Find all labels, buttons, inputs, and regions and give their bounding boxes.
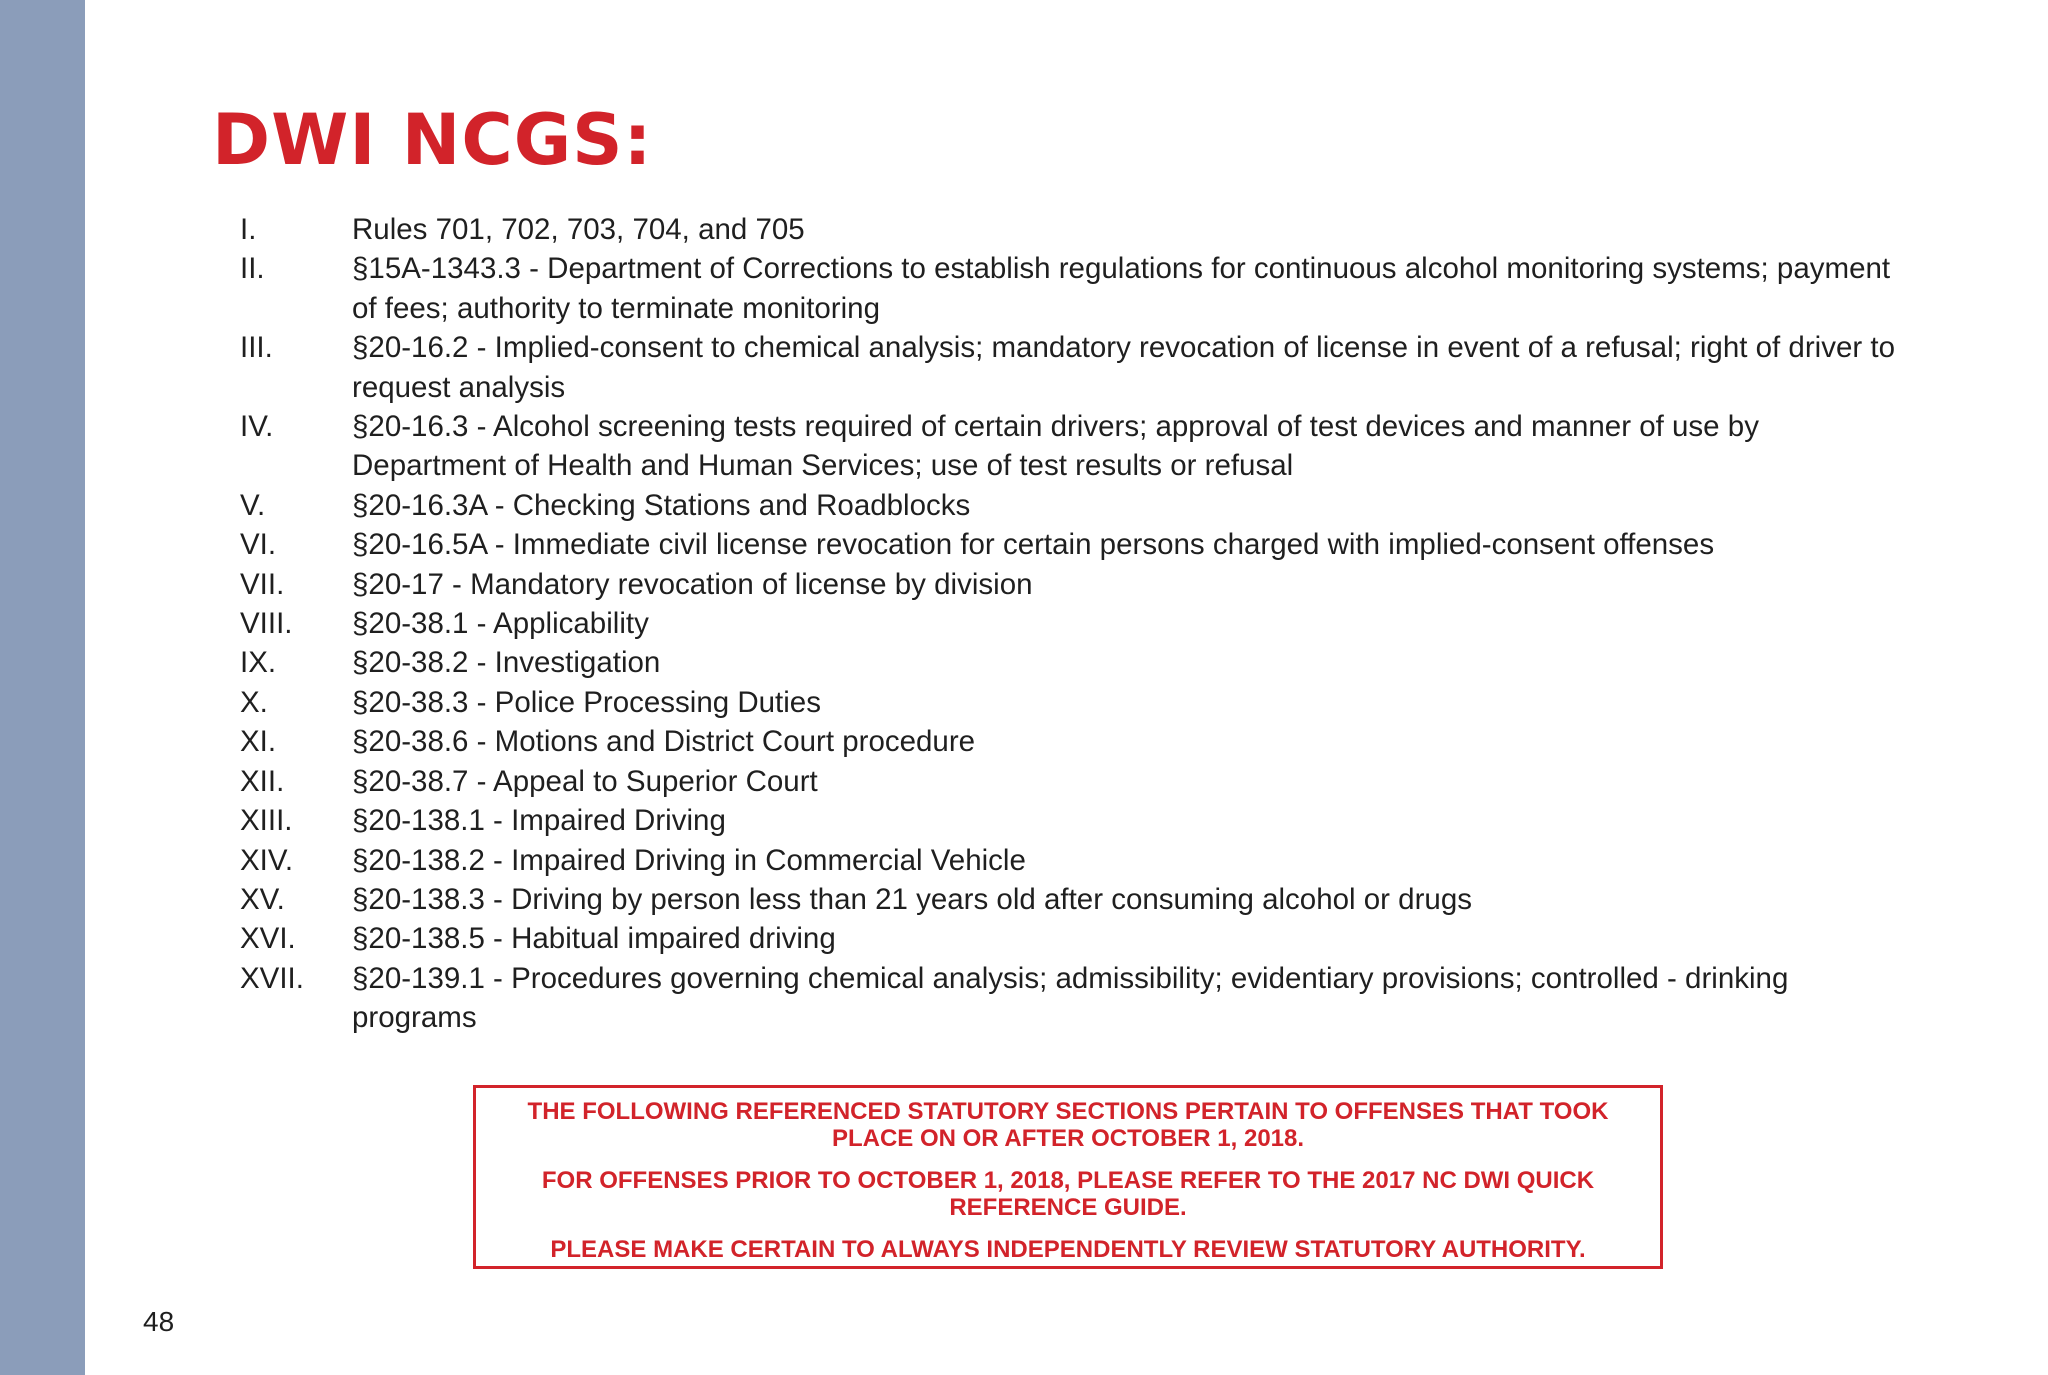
item-text: §20-138.5 - Habitual impaired driving (352, 922, 836, 956)
list-item (240, 486, 1900, 525)
item-numeral: XII. (240, 764, 285, 798)
side-bar (0, 0, 85, 1375)
item-text: §20-138.3 - Driving by person less than 21 years old after consuming alcohol or drugs (352, 882, 1472, 916)
item-numeral: IX. (240, 646, 277, 680)
list-item (240, 762, 1900, 801)
item-text: Rules 701, 702, 703, 704, and 705 (352, 213, 805, 246)
item-numeral: XIII. (240, 804, 293, 838)
item-text: §20-138.2 - Impaired Driving in Commercial Vehicle (352, 843, 1026, 877)
list-item (240, 249, 1900, 328)
item-numeral: XVI. (240, 922, 296, 956)
item-text: §20-17 - Mandatory revocation of license by division (352, 567, 1033, 601)
item-text: §20-38.2 - Investigation (352, 646, 661, 680)
item-numeral: XVII. (240, 961, 304, 995)
list-item (240, 959, 1900, 1038)
item-text: §20-139.1 - Procedures governing chemical analysis; admissibility; evidentiary provisions; controlled - drinking programs (352, 961, 1789, 1035)
list-item (240, 841, 1900, 880)
page-title: DWI NCGS: (212, 99, 653, 181)
list-item (240, 801, 1900, 840)
notice-review-authority: PLEASE MAKE CERTAIN TO ALWAYS INDEPENDENTLY REVIEW STATUTORY AUTHORITY. (550, 1236, 1586, 1263)
statute-list (240, 210, 1900, 1038)
item-text: §20-16.2 - Implied-consent to chemical analysis; mandatory revocation of license in event of a refusal; right of driver to request analysis (352, 331, 1895, 404)
item-numeral: VIII. (240, 607, 293, 641)
item-text: §20-16.3 - Alcohol screening tests required of certain drivers; approval of test devices and manner of use by Department of Health and Human Services; use of test results or refusal (352, 410, 1759, 483)
item-numeral: XI. (240, 725, 277, 759)
notice-effective-date: THE FOLLOWING REFERENCED STATUTORY SECTIONS PERTAIN TO OFFENSES THAT TOOK PLACE ON OR AFTER OCTOBER 1, 2018. (527, 1098, 1609, 1152)
list-item (240, 880, 1900, 919)
page-number: 48 (143, 1306, 175, 1337)
list-item (240, 525, 1900, 564)
list-item (240, 919, 1900, 958)
list-item (240, 722, 1900, 761)
list-item (240, 565, 1900, 604)
item-text: §20-138.1 - Impaired Driving (352, 804, 726, 838)
item-text: §20-38.7 - Appeal to Superior Court (352, 764, 818, 798)
item-numeral: X. (240, 685, 268, 719)
item-text: §20-38.3 - Police Processing Duties (352, 685, 821, 719)
list-item (240, 407, 1900, 486)
list-item (240, 328, 1900, 407)
item-numeral: III. (240, 331, 273, 365)
item-numeral: XIV. (240, 843, 294, 877)
item-numeral: VII. (240, 567, 285, 601)
item-numeral: XV. (240, 882, 285, 916)
item-text: §15A-1343.3 - Department of Corrections to establish regulations for continuous alcohol monitoring systems; payment of fees; authority to terminate monitoring (352, 252, 1891, 325)
item-numeral: I. (240, 213, 257, 246)
list-item (240, 643, 1900, 682)
item-numeral: VI. (240, 528, 277, 562)
item-numeral: V. (240, 488, 266, 522)
list-item (240, 604, 1900, 643)
item-text: §20-38.6 - Motions and District Court procedure (352, 725, 976, 759)
item-numeral: IV. (240, 410, 274, 444)
item-text: §20-38.1 - Applicability (352, 607, 649, 641)
notice-prior-offenses: FOR OFFENSES PRIOR TO OCTOBER 1, 2018, PLEASE REFER TO THE 2017 NC DWI QUICK REFERENCE GUIDE. (541, 1167, 1595, 1221)
item-text: §20-16.5A - Immediate civil license revocation for certain persons charged with implied-consent offenses (352, 528, 1715, 562)
list-item (240, 210, 1900, 249)
notice-box (473, 1085, 1663, 1269)
list-item (240, 683, 1900, 722)
item-numeral: II. (240, 252, 265, 286)
item-text: §20-16.3A - Checking Stations and Roadblocks (352, 488, 971, 522)
